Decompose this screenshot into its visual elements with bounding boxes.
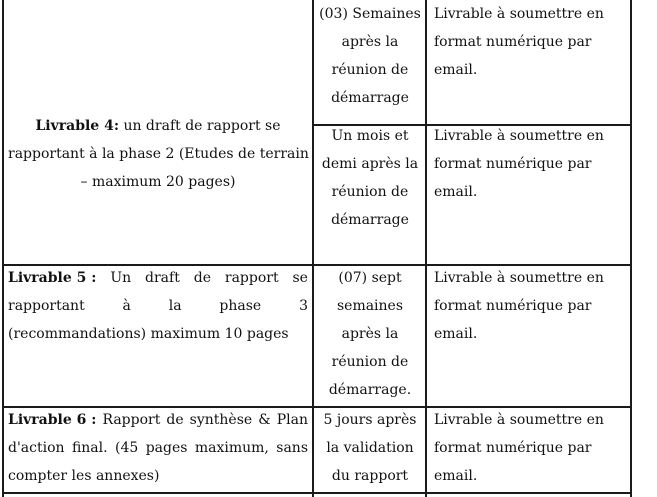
delai-line: Un mois et xyxy=(331,128,409,144)
livrable-4-text: – maximum 20 pages) xyxy=(80,174,236,190)
word: & xyxy=(258,412,271,428)
word: la xyxy=(168,298,182,314)
delai-line: après la xyxy=(341,326,399,342)
livrable-6-last-line: compter les annexes) xyxy=(8,468,160,484)
modalite-line: format numérique par xyxy=(434,298,592,314)
modalite-line: format numérique par xyxy=(434,156,592,172)
delai-line: démarrage xyxy=(331,212,409,228)
word: se xyxy=(292,270,308,286)
table-border-col1 xyxy=(312,0,314,497)
word: d'action xyxy=(8,440,65,456)
delai-line: réunion de xyxy=(331,184,409,200)
word: à xyxy=(122,298,131,314)
livrable-6-label: Livrable 6 : xyxy=(8,412,97,428)
livrable-5-modalite xyxy=(434,264,634,348)
word: de xyxy=(193,270,211,286)
livrable-5-description xyxy=(8,264,308,348)
livrable-4-description xyxy=(8,112,308,196)
word: pages xyxy=(145,440,188,456)
word: Plan xyxy=(276,412,308,428)
delai-line: demi après la xyxy=(321,156,419,172)
word: Rapport xyxy=(102,412,161,428)
word: rapport xyxy=(224,270,279,286)
word: sans xyxy=(276,440,308,456)
modalite-line: Livrable à soumettre en xyxy=(434,6,604,22)
word: 3 xyxy=(299,298,308,314)
table-border-col2 xyxy=(425,0,427,497)
livrable-4-delai-a xyxy=(318,0,422,112)
word: final. xyxy=(71,440,108,456)
modalite-line: Livrable à soumettre en xyxy=(434,128,604,144)
word: maximum, xyxy=(194,440,269,456)
word: rapportant xyxy=(8,298,85,314)
modalite-line: format numérique par xyxy=(434,34,592,50)
word: draft xyxy=(145,270,180,286)
livrable-4-text: un draft de rapport se xyxy=(123,118,281,134)
livrable-5-delai xyxy=(318,264,422,404)
delai-line: réunion de xyxy=(331,62,409,78)
modalite-line: email. xyxy=(434,326,478,342)
delai-line: du rapport xyxy=(331,468,409,484)
word: Un xyxy=(110,270,132,286)
livrable-5-last-line: (recommandations) maximum 10 pages xyxy=(8,326,289,342)
word: (45 xyxy=(115,440,139,456)
delai-line: démarrage. xyxy=(328,382,412,398)
livrable-6-description xyxy=(8,406,308,490)
delai-line: (03) Semaines xyxy=(319,6,421,22)
modalite-line: email. xyxy=(434,184,478,200)
livrable-6-modalite xyxy=(434,406,634,490)
livrable-4-modalite-a xyxy=(434,0,634,84)
modalite-line: Livrable à soumettre en xyxy=(434,270,604,286)
word: synthèse xyxy=(189,412,253,428)
livrable-4-delai-b xyxy=(318,122,422,234)
modalite-line: email. xyxy=(434,62,478,78)
word: phase xyxy=(219,298,262,314)
modalite-line: Livrable à soumettre en xyxy=(434,412,604,428)
delai-line: la validation xyxy=(326,440,414,456)
delai-line: (07) sept xyxy=(338,270,402,286)
livrable-4-modalite-b xyxy=(434,122,634,206)
delai-line: semaines xyxy=(336,298,404,314)
modalite-line: format numérique par xyxy=(434,440,592,456)
livrable-6-delai xyxy=(318,406,422,490)
modalite-line: email. xyxy=(434,468,478,484)
livrable-5-label: Livrable 5 : xyxy=(8,270,97,286)
word: de xyxy=(166,412,184,428)
delai-line: démarrage xyxy=(331,90,409,106)
delai-line: 5 jours après xyxy=(323,412,417,428)
delai-line: après la xyxy=(341,34,399,50)
table-border-bottom xyxy=(2,492,632,494)
table-border-left xyxy=(2,0,4,497)
livrable-4-label: Livrable 4: xyxy=(35,118,119,134)
livrable-4-text: rapportant à la phase 2 (Etudes de terrain xyxy=(8,146,309,162)
delai-line: réunion de xyxy=(331,354,409,370)
